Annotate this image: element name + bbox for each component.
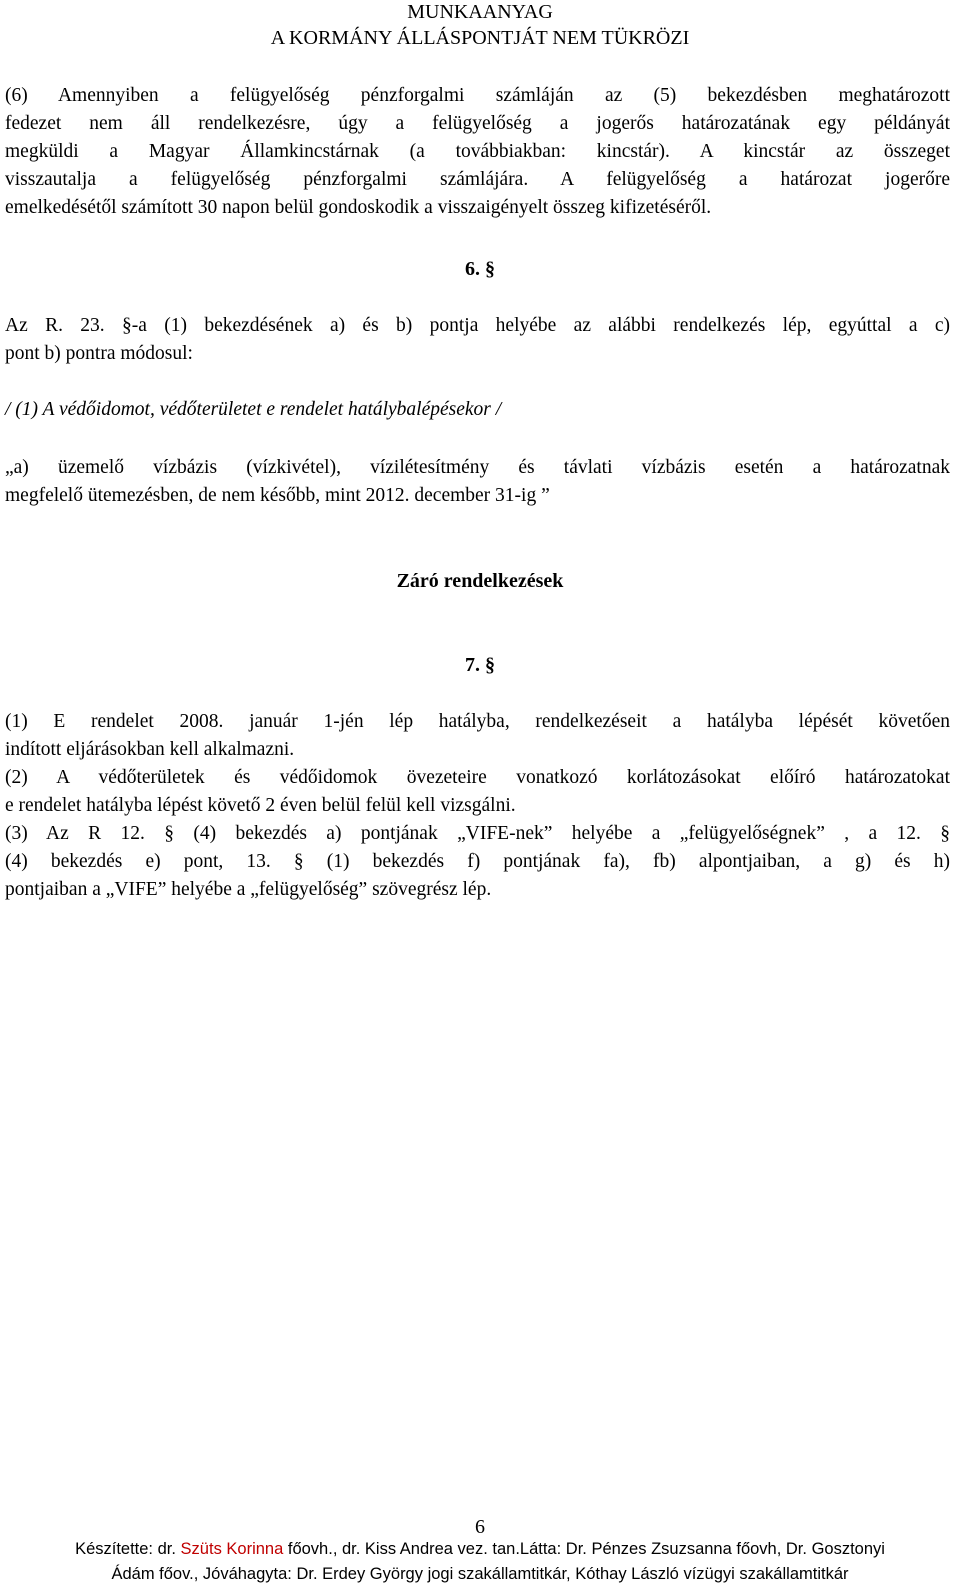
section-6-title: 6. §	[465, 258, 495, 280]
header-line-1: MUNKAANYAG	[407, 1, 553, 23]
footer-highlighted-name: Szüts Korinna	[180, 1540, 284, 1558]
text-line: visszautalja a felügyelőség pénzforgalmi számlájára. A felügyelőség a határozat jogerőre	[5, 169, 950, 190]
footer-line-2: Ádám főov., Jóváhagyta: Dr. Erdey György jogi szakállamtitkár, Kóthay László vízügyi szakállamtitkár	[111, 1565, 849, 1583]
text-line: megküldi a Magyar Államkincstárnak (a továbbiakban: kincstár). A kincstár az összeget	[5, 141, 950, 162]
text-line: / (1) A védőidomot, védőterületet e rendelet hatálybalépésekor /	[5, 399, 502, 420]
text-line: Az R. 23. §-a (1) bekezdésének a) és b) pontja helyébe az alábbi rendelkezés lép, egyúttal a c)	[5, 315, 950, 336]
quote-body	[5, 454, 950, 510]
text-line: (6) Amennyiben a felügyelőség pénzforgalmi számláján az (5) bekezdésben meghatározott	[5, 85, 950, 106]
text-line: (2) A védőterületek és védőidomok övezeteire vonatkozó korlátozásokat előíró határozatokat	[5, 767, 950, 788]
text-line: megfelelő ütemezésben, de nem később, mint 2012. december 31-ig ”	[5, 485, 550, 506]
footer-prefix: Készítette: dr.	[75, 1540, 181, 1558]
text-line: (4) bekezdés e) pont, 13. § (1) bekezdés f) pontjának fa), fb) alpontjaiban, a g) és h)	[5, 851, 950, 872]
text-line: (3) Az R 12. § (4) bekezdés a) pontjának „VIFE-nek” helyébe a „felügyelőségnek” , a 12. §	[5, 823, 950, 844]
text-line: e rendelet hatályba lépést követő 2 éven belül felül kell vizsgálni.	[5, 795, 516, 816]
header-line-2: A KORMÁNY ÁLLÁSPONTJÁT NEM TÜKRÖZI	[270, 27, 690, 49]
paragraph-6	[5, 82, 950, 222]
text-line: „a) üzemelő vízbázis (vízkivétel), vízilétesítmény és távlati vízbázis esetén a határozatnak	[5, 457, 950, 478]
amendment-paragraph	[5, 312, 950, 368]
section-7-body	[5, 708, 950, 904]
page-number: 6	[475, 1516, 485, 1538]
text-line: indított eljárásokban kell alkalmazni.	[5, 739, 295, 760]
text-line: emelkedésétől számított 30 napon belül gondoskodik a visszaigényelt összeg kifizetéséről.	[5, 197, 712, 218]
text-line: fedezet nem áll rendelkezésre, úgy a felügyelőség a jogerős határozatának egy példányát	[5, 113, 950, 134]
text-line: pontjaiban a „VIFE” helyébe a „felügyelőség” szövegrész lép.	[5, 879, 492, 900]
section-7-title: 7. §	[465, 654, 495, 676]
closing-provisions-title: Záró rendelkezések	[396, 570, 564, 592]
text-line: pont b) pontra módosul:	[5, 343, 193, 364]
footer-line-1	[0, 1537, 960, 1561]
quote-heading	[5, 396, 950, 424]
text-line: (1) E rendelet 2008. január 1-jén lép hatályba, rendelkezéseit a hatályba lépését követően	[5, 711, 950, 732]
footer-rest: főovh., dr. Kiss Andrea vez. tan.Látta: Dr. Pénzes Zsuzsanna főovh, Dr. Gosztonyi	[283, 1540, 885, 1558]
